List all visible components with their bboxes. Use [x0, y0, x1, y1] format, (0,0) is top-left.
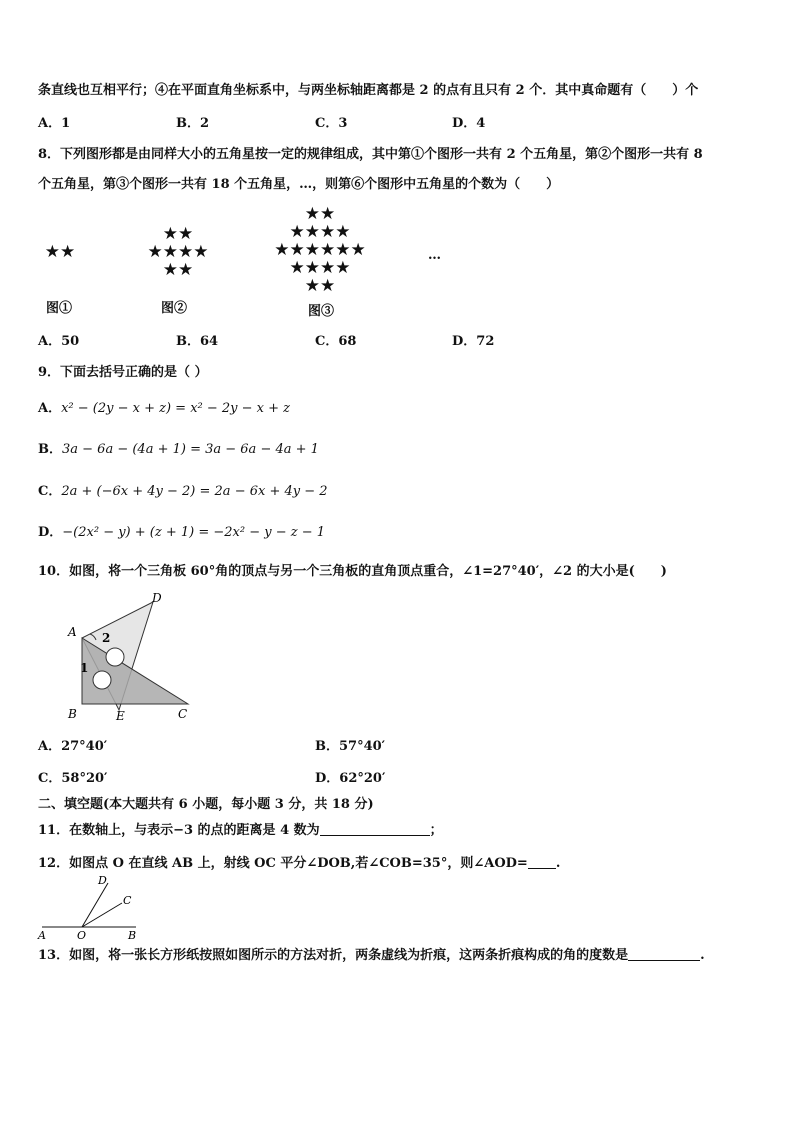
triangle-hole: [106, 648, 124, 666]
q7-text: 条直线也互相平行；④在平面直角坐标系中，与两坐标轴距离都是 2 的点有且只有 2 个．其中真命题有（ ）个: [38, 83, 699, 98]
q13-tail: .: [700, 948, 705, 963]
star-row: ★★★★: [147, 242, 209, 262]
q8-option-a[interactable]: A．50: [38, 334, 80, 349]
ray-od: [82, 883, 108, 927]
label-b: B: [68, 707, 77, 721]
q8-option-d[interactable]: D．72: [452, 334, 495, 349]
label-angle-1: 1: [80, 661, 89, 675]
q13-text: [38, 947, 705, 965]
q8-stem-line2: 个五角星，第③个图形一共有 18 个五角星，…，则第⑥个图形中五角星的个数为（ ）: [38, 177, 560, 192]
star-row: ★★: [304, 276, 336, 296]
q13-answer-blank[interactable]: [628, 960, 700, 961]
star-row: ★★: [44, 242, 76, 262]
section-heading: 二、填空题(本大题共有 6 小题，每小题 3 分，共 18 分): [38, 797, 374, 812]
q9-option-d[interactable]: [38, 524, 325, 542]
option-expression: x² − (2y − x + z) = x² − 2y − x + z: [61, 401, 291, 416]
q12-stem: 12．如图点 O 在直线 AB 上，射线 OC 平分∠DOB,若∠COB=35°，则∠AOD=: [38, 856, 528, 871]
q12-tail: .: [555, 856, 561, 871]
option-expression: −(2x² − y) + (z + 1) = −2x² − y − z − 1: [62, 525, 326, 540]
q7-option-d[interactable]: D．4: [452, 116, 486, 131]
q10-option-a[interactable]: A．27°40′: [38, 739, 108, 754]
label-o: O: [77, 929, 87, 941]
q11-stem: 11．在数轴上，与表示−3 的点的距离是 4 数为: [38, 823, 320, 838]
option-label: C．: [38, 484, 62, 499]
option-expression: 2a + (−6x + 4y − 2) = 2a − 6x + 4y − 2: [61, 484, 328, 499]
option-expression: 3a − 6a − (4a + 1) = 3a − 6a − 4a + 1: [62, 442, 319, 457]
q10-option-b[interactable]: B．57°40′: [315, 739, 386, 754]
star-row: ★★: [304, 204, 336, 224]
q8-stem-line1: 8．下列图形都是由同样大小的五角星按一定的规律组成，其中第①个图形一共有 2 个五角星，第②个图形一共有 8: [38, 147, 703, 162]
label-b: B: [128, 929, 137, 941]
label-a: A: [68, 625, 77, 639]
q8-caption-1: 图①: [46, 301, 73, 316]
label-d: D: [152, 591, 162, 605]
q8-option-b[interactable]: B．64: [176, 334, 219, 349]
q8-caption-2: 图②: [161, 301, 188, 316]
label-c: C: [123, 894, 132, 907]
q11-tail: ；: [429, 823, 443, 838]
q7-option-a[interactable]: A．1: [38, 116, 71, 131]
label-angle-2: 2: [102, 631, 111, 645]
q10-stem: 10．如图，将一个三角板 60°角的顶点与另一个三角板的直角顶点重合，∠1=27°40′，∠2 的大小是( ): [38, 564, 667, 579]
q12-answer-blank[interactable]: [528, 868, 556, 869]
q11-text: [38, 822, 443, 840]
triangle-hole: [93, 671, 111, 689]
star-row: ★★★★: [289, 258, 351, 278]
q8-caption-3: 图③: [308, 304, 335, 319]
q10-triangle-figure: [60, 590, 200, 725]
q12-text: [38, 855, 560, 873]
q8-figure-1: [40, 243, 80, 261]
q7-option-c[interactable]: C．3: [315, 116, 348, 131]
q13-stem: 13．如图，将一张长方形纸按照如图所示的方法对折，两条虚线为折痕，这两条折痕构成的角的度数是: [38, 948, 629, 963]
q8-ellipsis: …: [428, 248, 441, 263]
label-d: D: [98, 874, 107, 887]
option-label: B．: [38, 442, 62, 457]
q10-option-d[interactable]: D．62°20′: [315, 771, 386, 786]
q8-figure-2: [138, 225, 218, 279]
q11-answer-blank[interactable]: [320, 835, 430, 836]
q9-option-a[interactable]: [38, 400, 290, 418]
label-a: A: [38, 929, 46, 941]
label-e: E: [116, 709, 125, 723]
q9-option-b[interactable]: [38, 441, 319, 459]
q7-option-b[interactable]: B．2: [176, 116, 210, 131]
star-row: ★★★★: [289, 222, 351, 242]
label-c: C: [178, 707, 188, 721]
star-row: ★★★★★★: [274, 240, 366, 260]
option-label: A．: [38, 401, 62, 416]
q12-angle-figure: [36, 873, 146, 941]
star-row: ★★: [162, 260, 194, 280]
q8-figure-3: [264, 205, 376, 295]
q9-option-c[interactable]: [38, 483, 328, 501]
q9-stem: 9．下面去括号正确的是（ ）: [38, 365, 208, 380]
star-row: ★★: [162, 224, 194, 244]
q8-option-c[interactable]: C．68: [315, 334, 357, 349]
ray-oc: [82, 903, 122, 927]
q10-option-c[interactable]: C．58°20′: [38, 771, 108, 786]
option-label: D．: [38, 525, 63, 540]
